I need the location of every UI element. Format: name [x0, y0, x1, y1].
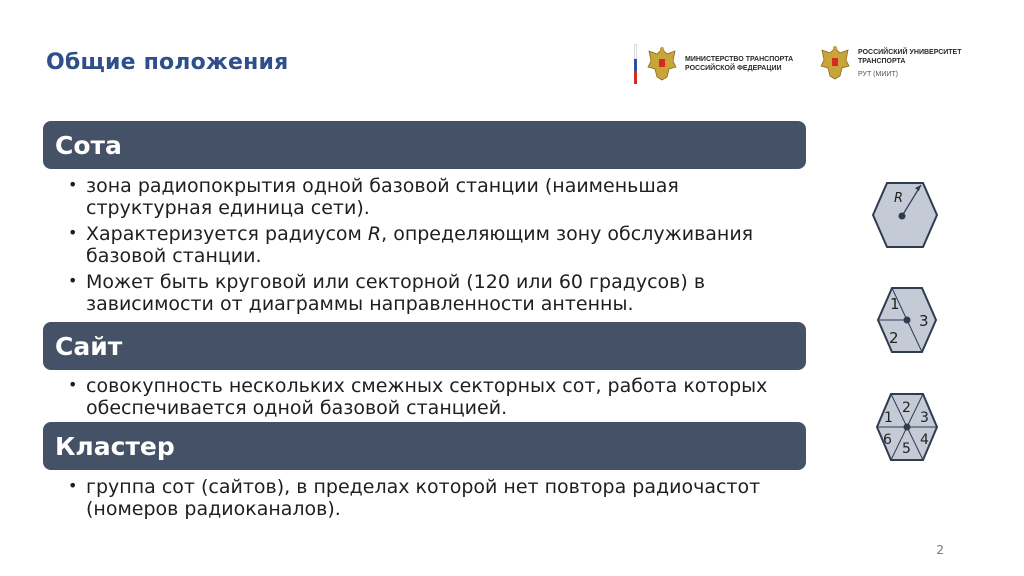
six-sector-diagram	[875, 392, 939, 462]
bullet-item: • совокупность нескольких смежных секторных сот, работа которых обеспечивается одной базовой станцией.	[68, 375, 808, 419]
university-logo	[818, 44, 962, 82]
logo1-line1: МИНИСТЕРСТВО ТРАНСПОРТА	[685, 56, 794, 63]
coat-of-arms-icon	[645, 45, 679, 83]
logo2-line2: ТРАНСПОРТА	[858, 57, 906, 65]
cluster-bullet-list	[68, 476, 808, 524]
page-number: 2	[936, 543, 944, 557]
base-station-dot	[904, 424, 911, 431]
sector-label: 1	[890, 295, 900, 313]
university-crest-icon	[818, 44, 852, 82]
bullet-item: • Характеризуется радиусом R, определяющим зону обслуживания базовой станции.	[68, 223, 808, 267]
base-station-dot	[904, 317, 911, 324]
section-header-cluster: Кластер	[43, 422, 806, 470]
base-station-dot	[899, 213, 906, 220]
logo2-line1: РОССИЙСКИЙ УНИВЕРСИТЕТ	[858, 48, 962, 56]
sector-label: 1	[884, 410, 893, 426]
russian-flag-icon	[634, 44, 637, 84]
site-bullet-list	[68, 375, 808, 423]
radius-label: R	[894, 191, 904, 206]
sector-label: 4	[920, 432, 929, 448]
section-header-cell: Сота	[43, 121, 806, 169]
logo2-sub: РУТ (МИИТ)	[858, 70, 899, 78]
cell-hexagon-diagram	[870, 180, 940, 250]
section-header-site: Сайт	[43, 322, 806, 370]
bullet-item: • Может быть круговой или секторной (120 или 60 градусов) в зависимости от диаграммы направленности антенны.	[68, 271, 808, 315]
sector-label: 3	[919, 312, 929, 330]
bullet-item: • зона радиопокрытия одной базовой станции (наименьшая структурная единица сети).	[68, 175, 808, 219]
page-title: Общие положения	[46, 50, 289, 75]
sector-label: 2	[902, 400, 911, 416]
three-sector-diagram	[876, 286, 938, 356]
sector-label: 2	[889, 329, 899, 347]
logo1-line2: РОССИЙСКОЙ ФЕДЕРАЦИИ	[685, 65, 782, 72]
cell-bullet-list	[68, 175, 808, 319]
bullet-item: • группа сот (сайтов), в пределах которой нет повтора радиочастот (номеров радиоканалов).	[68, 476, 808, 520]
sector-label: 6	[883, 432, 892, 448]
sector-label: 3	[920, 410, 929, 426]
sector-label: 5	[902, 441, 911, 457]
ministry-logo	[634, 44, 793, 84]
radius-symbol: R	[367, 223, 382, 245]
